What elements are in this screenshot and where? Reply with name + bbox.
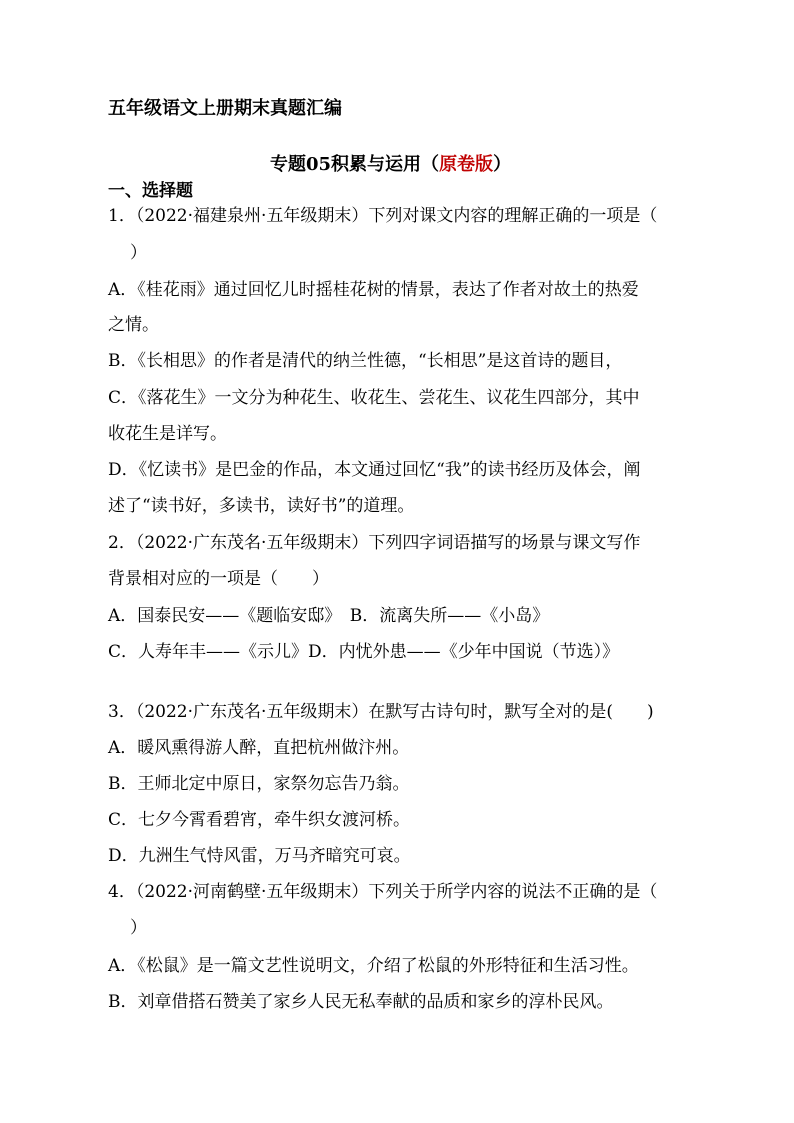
q4-option-a: A．《松鼠》是一篇文艺性说明文，介绍了松鼠的外形特征和生活习性。 <box>108 956 639 976</box>
q3-option-d: D．九洲生气恃风雷，万马齐暗究可哀。 <box>108 846 411 866</box>
q1-option-a-line2: 之情。 <box>108 315 159 335</box>
q2-stem-line1: 2．（2022·广东茂名·五年级期末）下列四字词语描写的场景与课文写作 <box>108 533 641 553</box>
q4-stem-line2: ） <box>130 918 147 938</box>
q1-option-d-line1: D．《忆读书》是巴金的作品，本文通过回忆“我”的读书经历及体会，阐 <box>108 460 641 480</box>
q2-options-ab: A．国泰民安——《题临安邸》 B．流离失所——《小岛》 <box>108 606 550 626</box>
q4-option-b: B．刘章借搭石赞美了家乡人民无私奉献的品质和家乡的淳朴民风。 <box>108 992 614 1012</box>
q1-stem-line2: ） <box>130 243 147 263</box>
section-heading: 一、选择题 <box>108 181 193 201</box>
document-title: 五年级语文上册期末真题汇编 <box>108 98 342 119</box>
q2-options-cd: C．人寿年丰——《示儿》D．内忧外患——《少年中国说（节选）》 <box>108 642 620 662</box>
edition-label: 原卷版 <box>439 154 494 175</box>
topic-title-main: 专题05积累与运用（ <box>270 154 440 175</box>
q4-stem-line1: 4．（2022·河南鹤壁·五年级期末）下列关于所学内容的说法不正确的是（ <box>108 882 658 902</box>
topic-title-end: ） <box>493 154 512 175</box>
q3-option-a: A．暖风熏得游人醉，直把杭州做汴州。 <box>108 738 410 758</box>
q1-option-c-line1: C．《落花生》一文分为种花生、收花生、尝花生、议花生四部分，其中 <box>108 388 640 408</box>
q1-option-b: B．《长相思》的作者是清代的纳兰性德，“长相思”是这首诗的题目， <box>108 351 623 371</box>
q2-stem-line2: 背景相对应的一项是（ ） <box>108 569 329 589</box>
q1-option-a-line1: A．《桂花雨》通过回忆儿时摇桂花树的情景，表达了作者对故土的热爱 <box>108 280 639 300</box>
q1-option-c-line2: 收花生是详写。 <box>108 424 227 444</box>
q3-stem: 3．（2022·广东茂名·五年级期末）在默写古诗句时，默写全对的是( ) <box>108 702 654 722</box>
q1-stem-line1: 1．（2022·福建泉州·五年级期末）下列对课文内容的理解正确的一项是（ <box>108 206 658 226</box>
q3-option-c: C．七夕今霄看碧宵，牵牛织女渡河桥。 <box>108 810 411 830</box>
q1-option-d-line2: 述了“读书好，多读书，读好书”的道理。 <box>108 496 415 516</box>
q3-option-b: B．王师北定中原日，家祭勿忘告乃翁。 <box>108 774 410 794</box>
topic-title <box>270 155 511 175</box>
